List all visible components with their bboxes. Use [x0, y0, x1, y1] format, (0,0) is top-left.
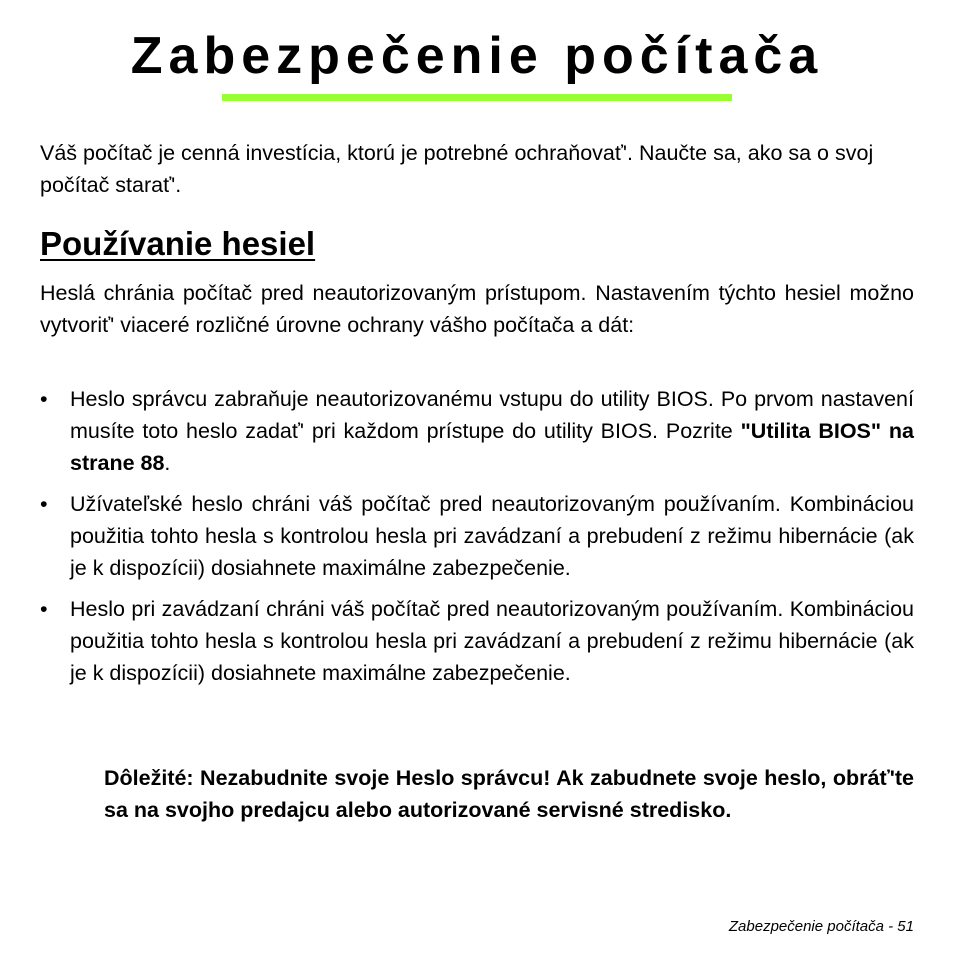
section-heading: Používanie hesiel — [40, 225, 316, 262]
bullet-text: Heslo správcu zabraňuje neautorizovanému vstupu do utility BIOS. Po prvom nastavení musíte toto heslo zadať' pri každom prístupe do utility BIOS. Pozrite — [70, 387, 914, 443]
page-footer: Zabezpečenie počítača - 51 — [728, 918, 914, 935]
bullet-text: Heslo pri zavádzaní chráni váš počítač pred neautorizovaným používaním. Kombináciou použitia tohto hesla s kontrolou hesla pri zavádzaní a prebudení z režimu hibernácie (ak je k dispozícii) dosiahnete maximálne zabezpečenie. — [70, 597, 914, 685]
bullet-list — [40, 383, 914, 698]
bullet-item-admin-password — [40, 383, 914, 479]
title-underline-bar — [222, 94, 732, 101]
bullet-item-user-password — [40, 488, 914, 584]
bullet-text: Užívateľské heslo chráni váš počítač pred neautorizovaným používaním. Kombináciou použitia tohto hesla s kontrolou hesla pri zavádzaní a prebudení z režimu hibernácie (ak je k dispozícii) dosiahnete maximálne zabezpečenie. — [70, 492, 914, 580]
intro-paragraph: Váš počítač je cenná investícia, ktorú je potrebné ochraňovať'. Naučte sa, ako sa o svoj počítač starať'. — [40, 141, 874, 197]
section-paragraph: Heslá chránia počítač pred neautorizovaným prístupom. Nastavením týchto hesiel možno vytvoriť' viaceré rozličné úrovne ochrany vášho počítača a dát: — [40, 281, 914, 337]
bullet-icon: • — [40, 492, 48, 516]
cross-reference-link[interactable]: "Utilita BIOS" na strane 88 — [70, 419, 914, 475]
bullet-icon: • — [40, 597, 48, 621]
bullet-icon: • — [40, 387, 48, 411]
bullet-item-boot-password — [40, 593, 914, 689]
bullet-suffix: . — [164, 451, 171, 475]
important-note: Dôležité: Nezabudnite svoje Heslo správcu! Ak zabudnete svoje heslo, obráť'te sa na svojho predajcu alebo autorizované servisné stredisko. — [104, 766, 914, 822]
page-title: Zabezpečenie počítača — [130, 27, 824, 85]
